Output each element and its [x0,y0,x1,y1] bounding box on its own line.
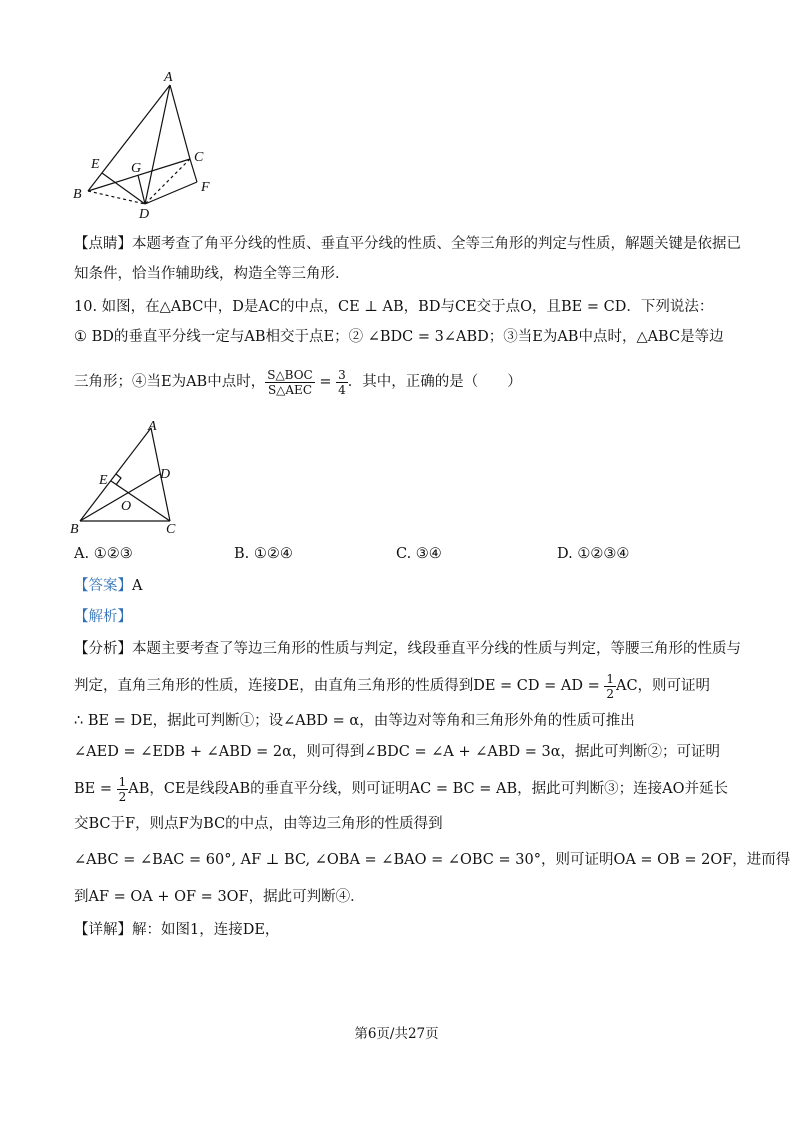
segment-ce [111,481,170,521]
label-g: G [131,161,142,176]
question-line-2: ① BD的垂直平分线一定与AB相交于点E；② ∠BDC = 3∠ABD；③当E为AB中点时，△ABC是等边 [74,329,724,345]
segment-ab [88,85,170,191]
analysis-line-3: ∴ BE = DE，据此可判断①；设∠ABD = α，由等边对等角和三角形外角的性质可推出 [74,713,635,729]
detail-line: 【详解】解：如图1，连接DE， [74,922,280,938]
label-c: C [166,522,176,537]
label-b: B [73,187,82,202]
half-fraction: $\frac{1}{2}$ [606,671,614,701]
figure-2-geometry [66,414,196,539]
analysis-line-2: 判定，直角三角形的性质，连接DE，由直角三角形的性质得到DE = CD = AD = $\frac{1}{2}$ AC，则可证明 [74,671,711,701]
half-fraction: $\frac{1}{2}$ [118,774,127,804]
segment-ac [170,85,190,159]
segment-bd [80,474,160,521]
analysis-line-7: ∠ABC = ∠BAC = 60°, AF ⊥ BC, ∠OBA = ∠BAO = ∠OBC = 30°，则可证明OA = OB = 2OF，进而得 [74,852,791,868]
area-ratio-fraction: $\frac{\text{S△BOC}}{\text{S△AEC}}$ [267,367,313,397]
segment-df [145,182,197,204]
analysis-heading: 【解析】 [74,609,132,625]
question-line-3: 三角形；④当E为AB中点时， $\frac{\text{S△BOC}}{\text{S△AEC}}$ = $\frac{3}{4}$ ．其中，正确的是（ ） [74,367,522,397]
label-d: D [139,207,150,222]
answer-value: A [132,578,143,594]
detail-tag: 【详解】 [74,922,132,938]
analysis-line-8: 到AF = OA + OF = 3OF，据此可判断④． [74,889,365,905]
label-a: A [164,70,173,85]
label-d: D [160,467,171,482]
option-c: C. ③④ [396,546,442,562]
analysis-line-1: 【分析】本题主要考查了等边三角形的性质与判定，线段垂直平分线的性质与判定，等腰三角形的性质与 [74,641,741,657]
comment-line-2: 知条件，恰当作辅助线，构造全等三角形． [74,266,350,282]
label-a: A [148,419,157,434]
label-f: F [201,180,210,195]
question-line-1: 10. 如图，在△ABC中，D是AC的中点，CE ⊥ AB，BD与CE交于点O，且BE = CD．下列说法： [74,299,714,315]
answer-options [74,546,714,566]
ratio-value-fraction: $\frac{3}{4}$ [338,367,346,397]
answer-tag: 【答案】 [74,578,132,594]
label-b: B [70,522,79,537]
analysis-line-6: 交BC于F，则点F为BC的中点，由等边三角形的性质得到 [74,816,443,832]
segment-ad [145,85,170,204]
analysis-line-4: ∠AED = ∠EDB + ∠ABD = 2α，则可得到∠BDC = ∠A + ∠ABD = 3α，据此可判断②；可证明 [74,744,721,760]
right-angle-mark [116,474,121,485]
analysis-tag: 【分析】 [74,641,132,657]
option-a: A. ①②③ [74,546,133,562]
answer-line [74,576,142,596]
label-o: O [121,499,132,514]
label-c: C [194,150,204,165]
page-footer: 第6页/共27页 [354,1026,439,1042]
comment-tag: 【点睛】 [74,236,132,252]
figure-1-geometry [66,64,226,224]
analysis-line-5: BE = $\frac{1}{2}$ AB，CE是线段AB的垂直平分线，则可证明AC = BC = AB，据此可判断③；连接AO并延长 [74,774,728,804]
label-e: E [91,157,100,172]
label-e: E [99,473,108,488]
option-d: D. ①②③④ [557,546,630,562]
option-b: B. ①②④ [234,546,293,562]
comment-line-1: 【点睛】本题考查了角平分线的性质、垂直平分线的性质、全等三角形的判定与性质，解题关键是依据已 [74,236,741,252]
segment-ab [80,428,151,521]
